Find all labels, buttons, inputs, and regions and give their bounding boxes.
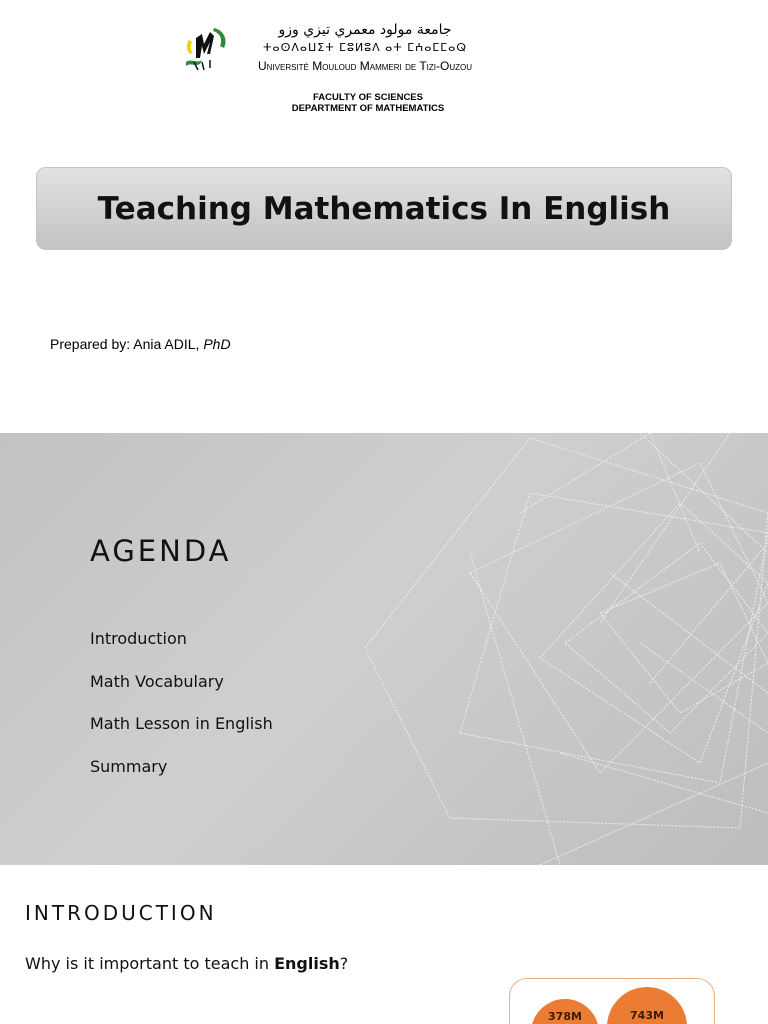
question-emphasis: English bbox=[274, 954, 340, 973]
university-logo-icon bbox=[180, 24, 230, 74]
department-name: DEPARTMENT OF MATHEMATICS bbox=[291, 103, 445, 114]
title-banner bbox=[36, 167, 732, 250]
presentation-title: Teaching Mathematics In English bbox=[97, 191, 671, 227]
agenda-slide bbox=[0, 433, 768, 865]
title-slide bbox=[0, 0, 768, 433]
introduction-heading: INTRODUCTION bbox=[25, 901, 217, 925]
agenda-item-summary: Summary bbox=[90, 756, 168, 776]
introduction-question bbox=[25, 954, 348, 973]
author-credit bbox=[50, 336, 231, 352]
stat-bubble-743m: 743M bbox=[607, 987, 687, 1024]
question-prefix: Why is it important to teach in bbox=[25, 954, 275, 973]
introduction-slide bbox=[0, 865, 768, 1024]
author-label: Prepared by: Ania ADIL, bbox=[50, 336, 204, 352]
university-name-tifinagh: ⵜⴰⵙⴷⴰⵡⵉⵜ ⵎⵓⵍⵓⴷ ⴰⵜ ⵎⵄⴰⵎⵎⴰⵕ bbox=[263, 41, 467, 54]
faculty-name: FACULTY OF SCIENCES bbox=[313, 92, 423, 103]
author-degree: PhD bbox=[203, 336, 231, 352]
agenda-item-math-vocabulary: Math Vocabulary bbox=[90, 671, 224, 691]
university-name-french: Université Mouloud Mammeri de Tizi-Ouzou bbox=[257, 59, 472, 73]
question-suffix: ? bbox=[339, 954, 349, 973]
agenda-item-introduction: Introduction bbox=[90, 629, 187, 648]
faculty-heading bbox=[250, 92, 486, 114]
university-name-arabic: جامعة مولود معمري تيزي وزو bbox=[278, 22, 452, 38]
agenda-list bbox=[90, 627, 273, 797]
stat-bubble-378m: 378M bbox=[531, 999, 599, 1024]
agenda-heading: AGENDA bbox=[90, 534, 232, 568]
agenda-item-math-lesson: Math Lesson in English bbox=[90, 714, 273, 733]
